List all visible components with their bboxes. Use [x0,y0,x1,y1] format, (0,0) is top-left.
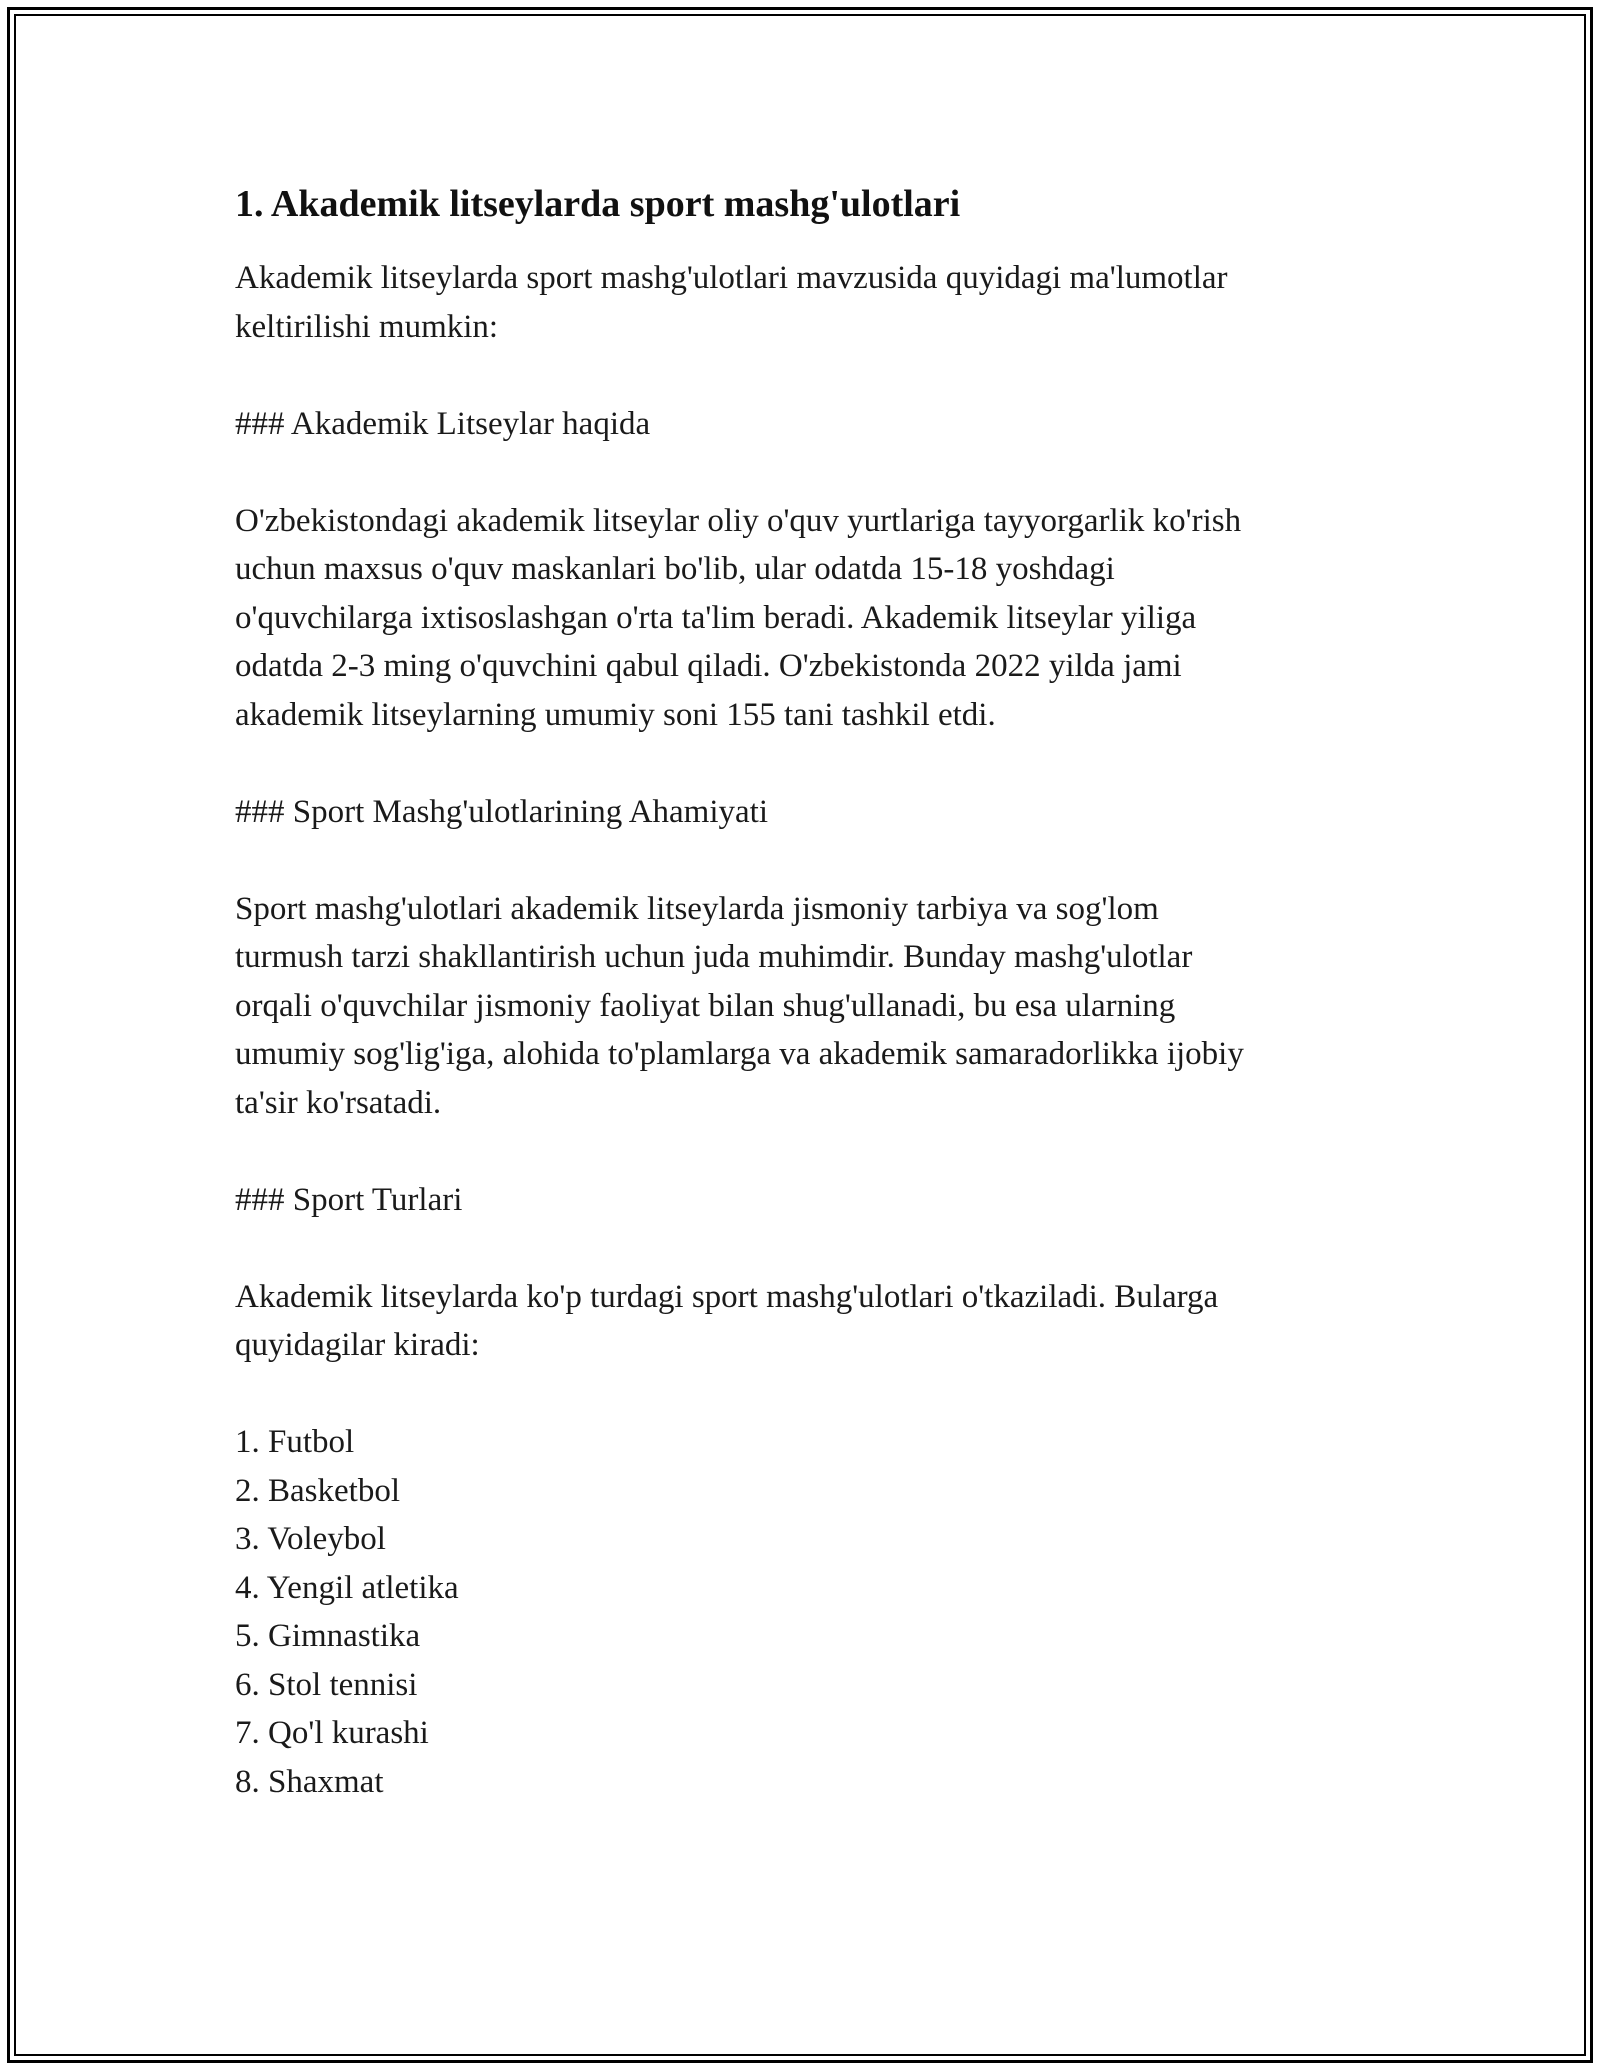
list-item: 4. Yengil atletika [235,1569,459,1606]
document-body [235,180,1365,1806]
list-item: 6. Stol tennisi [235,1666,418,1703]
section-heading-litseylar: ### Akademik Litseylar haqida [235,405,651,442]
spacer [235,739,1365,788]
intro-paragraph: Akademik litseylarda sport mashg'ulotlari mavzusida quyidagi ma'lumotlar keltirilishi mumkin: [235,260,1228,345]
list-item: 2. Basketbol [235,1472,400,1509]
sport-list [235,1418,1365,1806]
list-item: 8. Shaxmat [235,1763,384,1800]
section-heading-ahamiyati: ### Sport Mashg'ulotlarining Ahamiyati [235,793,768,830]
list-item: 3. Voleybol [235,1521,386,1557]
section-heading-turlari: ### Sport Turlari [235,1181,463,1218]
spacer [235,1370,1365,1419]
paragraph-ahamiyati: Sport mashg'ulotlari akademik litseylarda jismoniy tarbiya va sog'lom turmush tarzi shakllantirish uchun juda muhimdir. Bunday mashg'ulotlar orqali o'quvchilar jismoniy faoliyat bilan shug'ullanadi, bu esa ularning umumiy sog'lig'iga, alohida to'plamlarga va akademik samaradorlikka ijobiy ta'sir ko'rsatadi. [235,890,1244,1121]
spacer [235,351,1365,400]
list-item: 7. Qo'l kurashi [235,1715,429,1751]
spacer [235,448,1365,497]
paragraph-litseylar: O'zbekistondagi akademik litseylar oliy o'quv yurtlariga tayyorgarlik ko'rish uchun maxsus o'quv maskanlari bo'lib, ular odatda 15-18 yoshdagi o'quvchilarga ixtisoslashgan o'rta ta'lim beradi. Akademik litseylar yiliga odatda 2-3 ming o'quvchini qabul qiladi. O'zbekistonda 2022 yilda jami akademik litseylarning umumiy soni 155 tani tashkil etdi. [235,502,1242,733]
spacer [235,1127,1365,1176]
list-item: 1. Futbol [235,1424,355,1460]
spacer [235,836,1365,885]
paragraph-turlari: Akademik litseylarda ko'p turdagi sport mashg'ulotlari o'tkaziladi. Bularga quyidagilar kiradi: [235,1278,1219,1363]
document-title: 1. Akademik litseylarda sport mashg'ulotlari [235,183,961,225]
spacer [235,1224,1365,1273]
list-item: 5. Gimnastika [235,1618,421,1654]
